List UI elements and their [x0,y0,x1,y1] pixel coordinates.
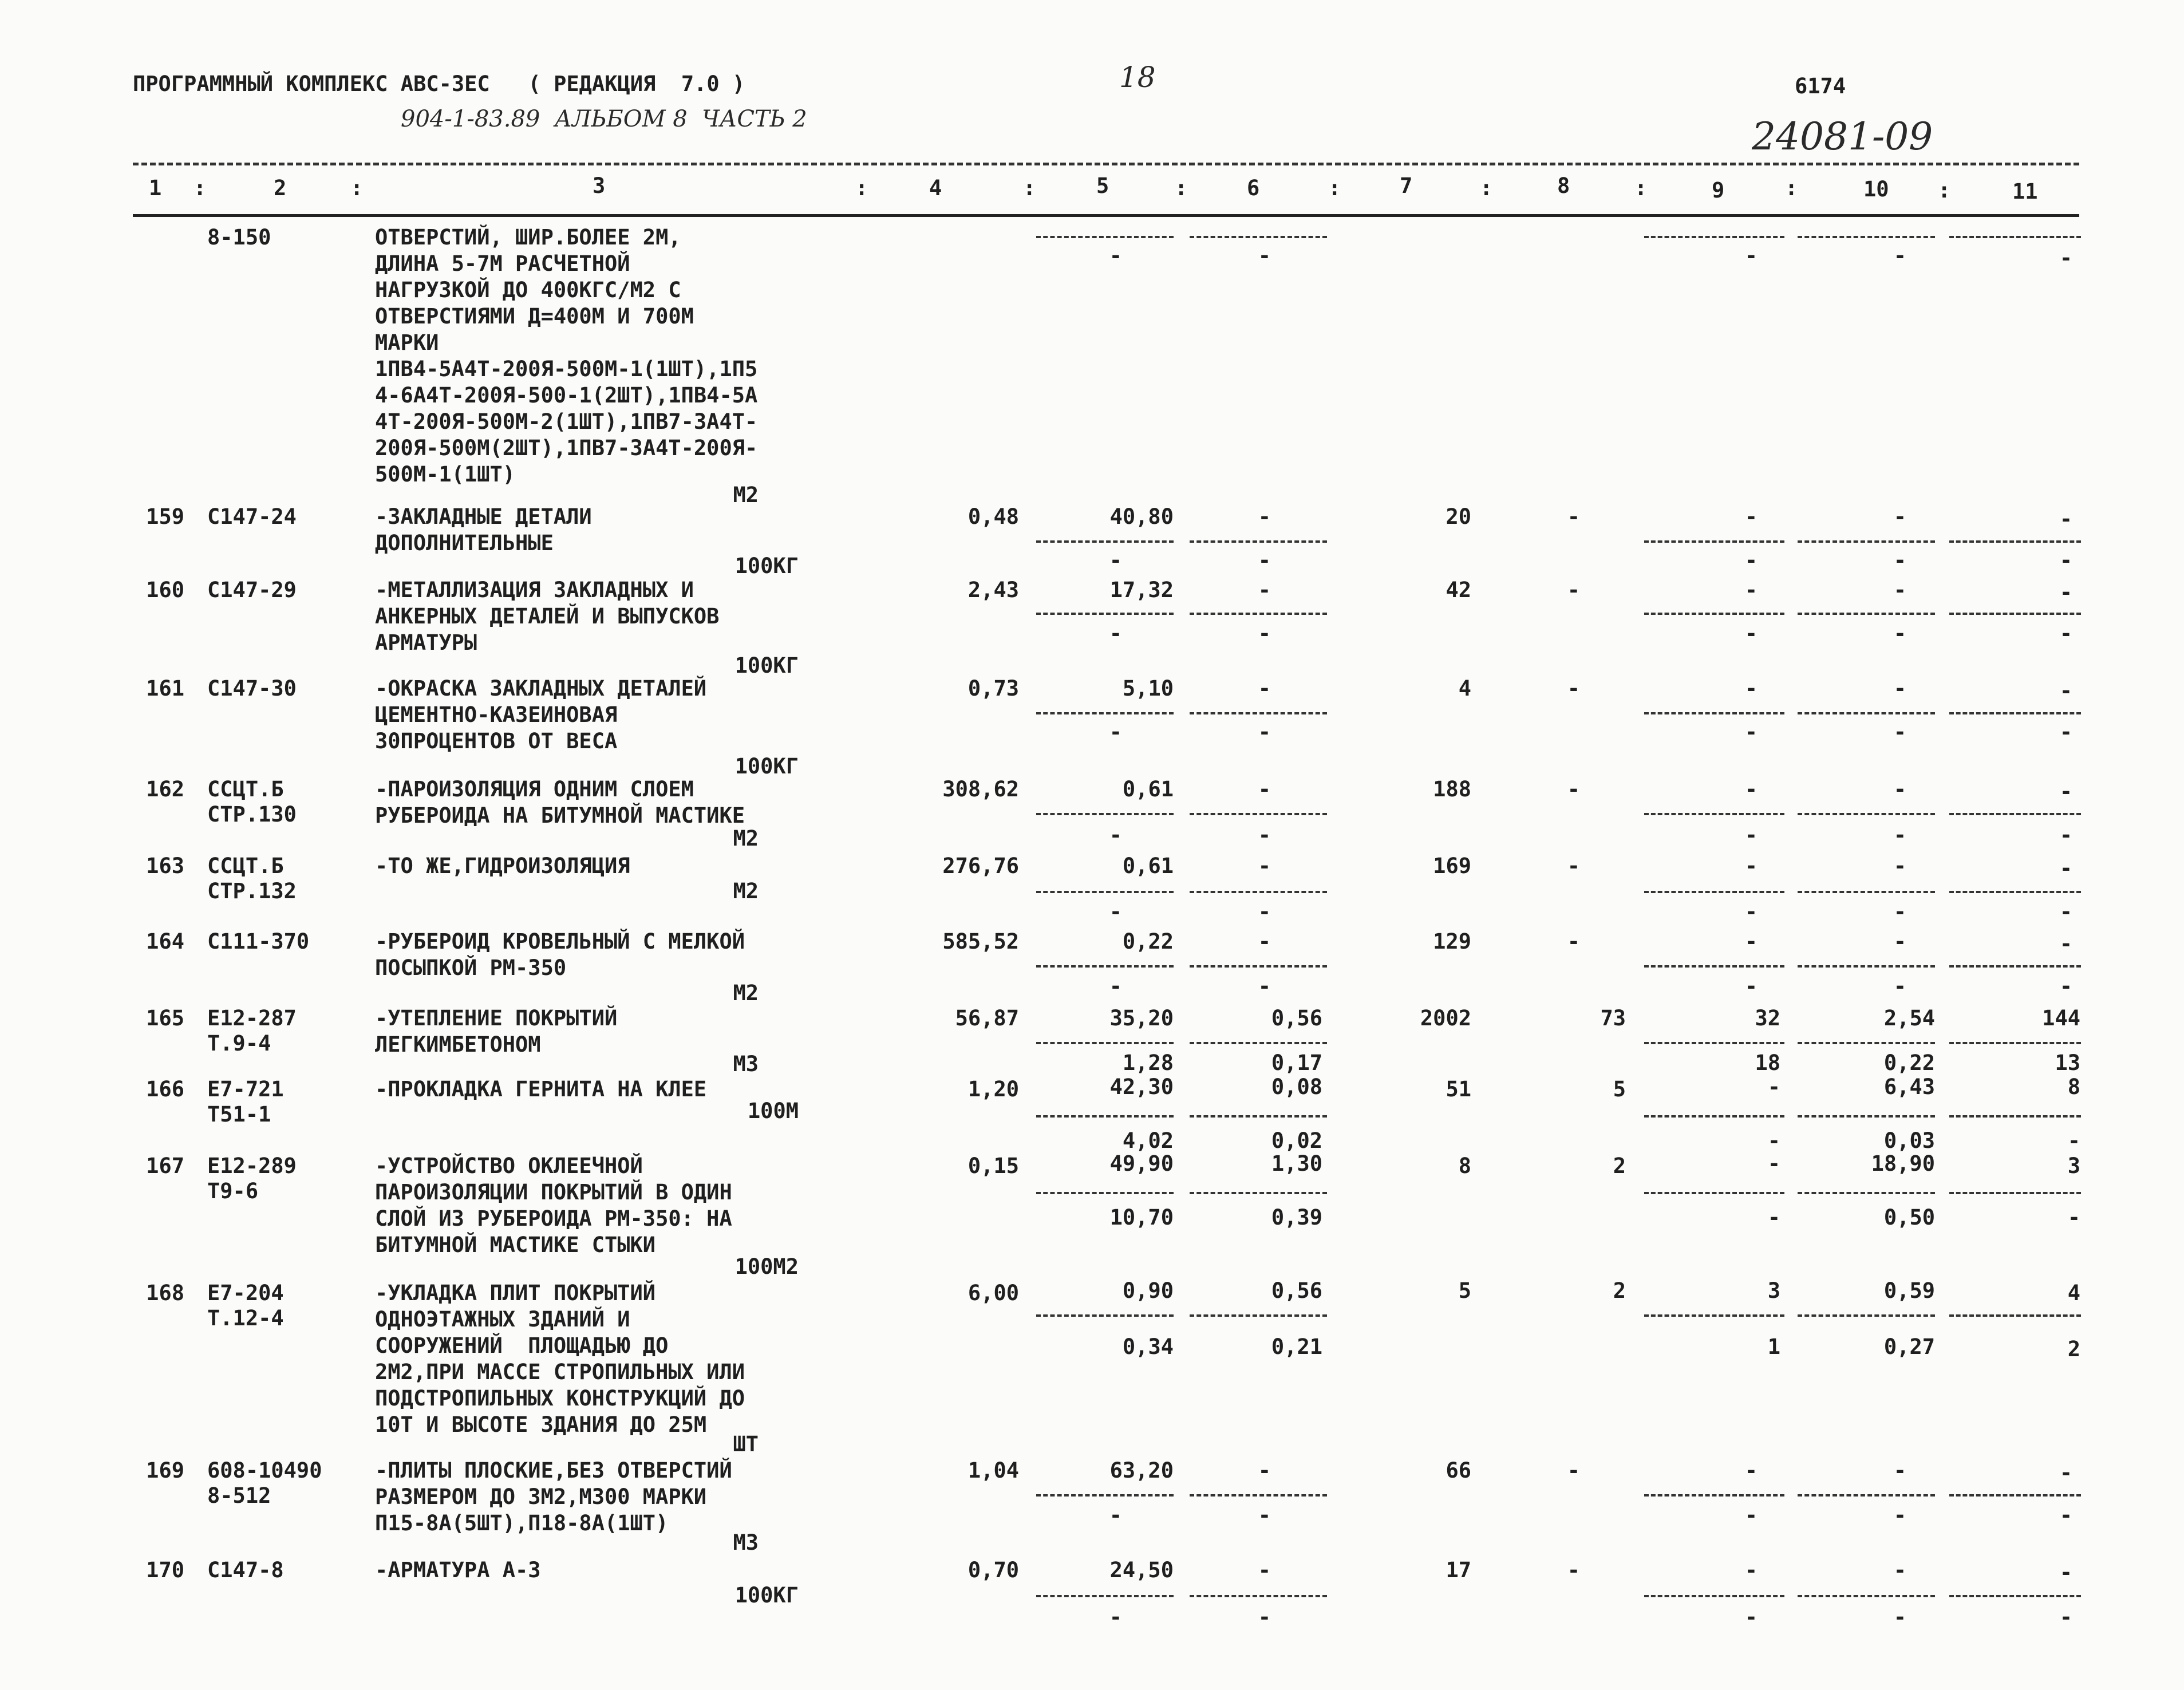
project-handwritten: 904-1-83.89 АЛЬБОМ 8 ЧАСТЬ 2 [401,106,807,132]
row-code: С147-8 [207,1558,284,1582]
row-description: -ТО ЖЕ,ГИДРОИЗОЛЯЦИЯ [375,854,630,878]
row-col8: - [1567,578,1580,602]
row-col11-sub: - [2067,1205,2080,1230]
row-col11-sub: - [2059,621,2072,646]
row-col10-sub: 0,03 [1883,1128,1935,1153]
row-col4: 276,76 [942,854,1019,878]
row-col9: - [1744,504,1758,529]
row-col8: 5 [1613,1077,1626,1101]
col-header: 8 [1557,173,1570,198]
row-code: 608-10490 [207,1458,322,1483]
row-col9-sub: - [1744,823,1758,847]
col-header: 1 [149,176,162,200]
row-number: 166 [146,1077,184,1101]
row-col9-sub: - [1744,1503,1758,1527]
row-col11-sub: - [2059,974,2072,998]
row-unit: 100М [747,1099,799,1123]
row-col5-sub: - [1109,243,1122,268]
row-col5: 40,80 [1109,504,1174,529]
row-col10: - [1893,854,1906,878]
row-description: -РУБЕРОИД КРОВЕЛЬНЫЙ С МЕЛКОЙ ПОСЫПКОЙ РМ-350 [375,929,745,980]
row-col5-sub: 0,34 [1122,1334,1174,1359]
row-col9-sub: - [1744,548,1758,572]
col-header: 11 [2012,179,2038,204]
row-col6: 0,56 [1271,1278,1322,1303]
row-col5: 24,50 [1109,1558,1174,1582]
row-col6-sub: - [1258,548,1271,572]
row-col5: 49,90 [1109,1151,1174,1176]
row-col9-sub: - [1744,1605,1758,1629]
row-col5-sub: - [1109,621,1122,646]
row-col9-sub: 1 [1767,1334,1780,1359]
row-col9-sub: - [1744,720,1758,744]
row-code: С147-29 [207,578,297,602]
row-col10: - [1893,1458,1906,1483]
row-col10-sub: - [1893,1605,1906,1629]
row-col11-sub: - [2059,720,2072,744]
row-description: -ОКРАСКА ЗАКЛАДНЫХ ДЕТАЛЕЙ ЦЕМЕНТНО-КАЗЕИНОВАЯ 30ПРОЦЕНТОВ ОТ ВЕСА [375,676,707,753]
row-col10-sub: - [1893,621,1906,646]
row-col10-sub: - [1893,823,1906,847]
row-number: 169 [146,1458,184,1483]
row-col7: 188 [1433,777,1471,801]
row-unit: М2 [733,826,759,851]
row-col6: - [1258,504,1271,529]
row-col5-sub: - [1109,823,1122,847]
row-unit: 100М2 [734,1254,799,1279]
row-code-secondary: СТР.132 [207,879,297,903]
row-col5-sub: - [1109,720,1122,744]
row-col6: - [1258,777,1271,801]
col-header: 3 [593,173,606,198]
row-col9: - [1744,854,1758,878]
row-unit: М3 [733,1052,759,1076]
row-col6: - [1258,854,1271,878]
row-unit: М3 [733,1530,759,1555]
row-col11-sub: - [2059,1605,2072,1629]
row-number: 165 [146,1006,184,1030]
row-col6: 0,56 [1271,1006,1322,1030]
row-col7: 169 [1433,854,1471,878]
header-bottom-rule [133,214,2079,217]
row-col5-sub: 1,28 [1122,1051,1174,1075]
row-code: Е7-204 [207,1281,284,1305]
row-number: 159 [146,504,184,529]
row-col8: - [1567,504,1580,529]
row-description: -ПЛИТЫ ПЛОСКИЕ,БЕЗ ОТВЕРСТИЙ РАЗМЕРОМ ДО 3М2,М300 МАРКИ П15-8А(5ШТ),П18-8А(1ШТ) [375,1458,732,1535]
row-col9: - [1744,777,1758,801]
row-col4: 308,62 [942,777,1019,801]
row-col4: 0,15 [967,1154,1019,1178]
row-col6-sub: - [1258,1503,1271,1527]
col-header: 9 [1712,178,1725,203]
row-col9: - [1767,1075,1780,1099]
row-col4: 585,52 [942,929,1019,954]
row-code-secondary: СТР.130 [207,802,297,827]
col-header: 10 [1863,177,1889,202]
row-col10-sub: 0,27 [1883,1334,1935,1359]
row-unit: 100КГ [734,754,799,779]
row-col8: - [1567,929,1580,954]
row-col6-sub: 0,02 [1271,1128,1322,1153]
row-unit: 100КГ [734,554,799,578]
col-header: 6 [1247,176,1260,200]
row-col10: - [1893,504,1906,529]
col-header: 5 [1096,173,1109,198]
row-col5: 17,32 [1109,578,1174,602]
row-col6-sub: 0,39 [1271,1205,1322,1230]
row-col9-sub: - [1767,1205,1780,1230]
row-col11: - [2059,507,2072,531]
row-code: С147-30 [207,676,297,701]
row-col7: 66 [1446,1458,1471,1483]
row-col6: - [1258,676,1271,701]
row-description: -ПАРОИЗОЛЯЦИЯ ОДНИМ СЛОЕМ РУБЕРОИДА НА БИТУМНОЙ МАСТИКЕ [375,777,745,828]
row-col11-sub: - [2059,823,2072,847]
row-col9-sub: - [1767,1128,1780,1153]
row-unit: М2 [733,879,759,903]
row-code: С111-370 [207,929,310,954]
row-col10: 0,59 [1883,1278,1935,1303]
col-header: 4 [929,176,942,200]
row-col9: - [1744,1458,1758,1483]
row-col9-sub: - [1744,899,1758,924]
row-col9: - [1744,676,1758,701]
row-col9: - [1744,1558,1758,1582]
row-description: -АРМАТУРА А-3 [375,1558,541,1582]
row-col9-sub: - [1744,243,1758,268]
row-col4: 1,20 [967,1077,1019,1101]
row-col4: 0,73 [967,676,1019,701]
row-col9: - [1744,578,1758,602]
row-col8: 73 [1600,1006,1626,1030]
row-col10-sub: - [1893,243,1906,268]
row-col5-sub: - [1109,899,1122,924]
row-col11: - [2059,1460,2072,1485]
handwritten-stamp: 24081-09 [1752,114,1933,159]
row-col5: 63,20 [1109,1458,1174,1483]
row-col11-sub: - [2067,1128,2080,1153]
header-top-rule [133,163,2079,165]
row-description: -УКЛАДКА ПЛИТ ПОКРЫТИЙ ОДНОЭТАЖНЫХ ЗДАНИЙ И СООРУЖЕНИЙ ПЛОЩАДЬЮ ДО 2М2,ПРИ МАССЕ СТРОПИЛЬНЫХ ИЛИ ПОДСТРОПИЛЬНЫХ КОНСТРУКЦИЙ ДО 10Т И ВЫСОТЕ ЗДАНИЯ ДО 25М [375,1281,745,1437]
row-col6: - [1258,1458,1271,1483]
row-col10: 18,90 [1871,1151,1935,1176]
row-col9-sub: - [1744,974,1758,998]
row-unit: ШТ [733,1432,759,1456]
row-col9: 32 [1755,1006,1780,1030]
row-code: 8-150 [207,225,271,250]
row-col6-sub: - [1258,899,1271,924]
row-col5-sub: - [1109,548,1122,572]
row-code-secondary: Т.12-4 [207,1306,284,1330]
row-col11: - [2059,931,2072,956]
program-title: ПРОГРАММНЫЙ КОМПЛЕКС АВС-3ЕС ( РЕДАКЦИЯ 7.0 ) [133,72,745,96]
row-col7: 8 [1458,1154,1471,1178]
row-col6-sub: 0,17 [1271,1051,1322,1075]
row-col5: 0,61 [1122,777,1174,801]
row-col7: 4 [1458,676,1471,701]
row-col9: 3 [1767,1278,1780,1303]
row-number: 168 [146,1281,184,1305]
row-col10-sub: 0,22 [1883,1051,1935,1075]
row-col11: - [2059,779,2072,804]
row-col6: - [1258,578,1271,602]
row-col6: - [1258,1558,1271,1582]
row-col11-sub: - [2059,899,2072,924]
row-unit: 100КГ [734,1583,799,1608]
row-col6-sub: - [1258,243,1271,268]
row-col6-sub: - [1258,974,1271,998]
row-number: 163 [146,854,184,878]
col-header: 2 [274,176,287,200]
row-col9-sub: 18 [1755,1051,1780,1075]
row-col10-sub: - [1893,974,1906,998]
row-col10: - [1893,929,1906,954]
row-col5-sub: - [1109,1605,1122,1629]
row-col8: - [1567,854,1580,878]
row-code: С147-24 [207,504,297,529]
row-col8: - [1567,676,1580,701]
row-col11-sub: 2 [2067,1337,2080,1361]
row-col11: - [2059,1560,2072,1585]
row-unit: М2 [733,483,759,507]
row-unit: 100КГ [734,653,799,678]
row-number: 160 [146,578,184,602]
row-number: 162 [146,777,184,801]
row-code-secondary: Т51-1 [207,1102,271,1127]
row-col11: 4 [2067,1281,2080,1305]
row-col7: 2002 [1420,1006,1471,1030]
row-description: -ПРОКЛАДКА ГЕРНИТА НА КЛЕЕ [375,1077,707,1101]
row-col10-sub: - [1893,720,1906,744]
row-col5: 0,90 [1122,1278,1174,1303]
row-col4: 56,87 [955,1006,1019,1030]
row-col5-sub: - [1109,1503,1122,1527]
row-col11: 144 [2042,1006,2080,1030]
row-col5-sub: - [1109,974,1122,998]
row-col11-sub: - [2059,246,2072,270]
row-code-secondary: Т.9-4 [207,1031,271,1056]
col-header: 7 [1400,173,1413,198]
row-code: Е7-721 [207,1077,284,1101]
row-col11-sub: 13 [2055,1051,2080,1075]
row-col11: - [2059,856,2072,880]
row-col10: - [1893,1558,1906,1582]
row-col11: 8 [2067,1075,2080,1099]
doc-number: 6174 [1795,74,1846,98]
page-number: 18 [1119,61,1156,94]
row-col6: - [1258,929,1271,954]
row-code: Е12-287 [207,1006,297,1030]
row-col11: 3 [2067,1154,2080,1178]
row-col5: 42,30 [1109,1075,1174,1099]
row-col6-sub: - [1258,1605,1271,1629]
row-col6: 0,08 [1271,1075,1322,1099]
row-col4: 0,48 [967,504,1019,529]
row-col10-sub: - [1893,548,1906,572]
row-description: ОТВЕРСТИЙ, ШИР.БОЛЕЕ 2М, ДЛИНА 5-7М РАСЧЕТНОЙ НАГРУЗКОЙ ДО 400КГС/М2 С ОТВЕРСТИЯМИ Д=400М И 700М МАРКИ 1ПВ4-5А4Т-200Я-500М-1(1ШТ),1П5 4-6А4Т-200Я-500-1(2ШТ),1ПВ4-5А 4Т-200Я-500М-2(1ШТ),1ПВ7-3А4Т- 200Я-500М(2ШТ),1ПВ7-3А4Т-200Я- 500М-1(1ШТ) [375,225,758,487]
row-number: 164 [146,929,184,954]
row-code: Е12-289 [207,1154,297,1178]
row-col6: 1,30 [1271,1151,1322,1176]
row-col6-sub: - [1258,823,1271,847]
row-col5: 35,20 [1109,1006,1174,1030]
row-col11: - [2059,678,2072,703]
row-col7: 5 [1458,1278,1471,1303]
row-col6-sub: 0,21 [1271,1334,1322,1359]
row-col7: 51 [1446,1077,1471,1101]
row-col10-sub: 0,50 [1883,1205,1935,1230]
row-col10: - [1893,777,1906,801]
row-col7: 20 [1446,504,1471,529]
row-number: 170 [146,1558,184,1582]
row-col8: 2 [1613,1154,1626,1178]
row-col8: - [1567,777,1580,801]
row-col4: 0,70 [967,1558,1019,1582]
row-description: -УСТРОЙСТВО ОКЛЕЕЧНОЙ ПАРОИЗОЛЯЦИИ ПОКРЫТИЙ В ОДИН СЛОЙ ИЗ РУБЕРОИДА РМ-350: НА БИТУМНОЙ МАСТИКЕ СТЫКИ [375,1154,732,1257]
row-col11: - [2059,580,2072,605]
row-number: 167 [146,1154,184,1178]
row-col5: 0,61 [1122,854,1174,878]
row-col4: 2,43 [967,578,1019,602]
row-col10: 6,43 [1883,1075,1935,1099]
row-col4: 1,04 [967,1458,1019,1483]
row-description: -УТЕПЛЕНИЕ ПОКРЫТИЙ ЛЕГКИМБЕТОНОМ [375,1006,618,1057]
row-col8: - [1567,1558,1580,1582]
row-col5-sub: 10,70 [1109,1205,1174,1230]
row-col5-sub: 4,02 [1122,1128,1174,1153]
row-col9: - [1767,1151,1780,1176]
row-col6-sub: - [1258,621,1271,646]
row-col10: 2,54 [1883,1006,1935,1030]
row-col9: - [1744,929,1758,954]
row-col10: - [1893,676,1906,701]
row-col10-sub: - [1893,1503,1906,1527]
row-description: -ЗАКЛАДНЫЕ ДЕТАЛИ ДОПОЛНИТЕЛЬНЫЕ [375,504,592,555]
row-col7: 17 [1446,1558,1471,1582]
row-col4: 6,00 [967,1281,1019,1305]
row-col5: 5,10 [1122,676,1174,701]
row-code: ССЦТ.Б [207,854,284,878]
row-col7: 42 [1446,578,1471,602]
row-col9-sub: - [1744,621,1758,646]
row-code-secondary: Т9-6 [207,1179,259,1203]
row-col6-sub: - [1258,720,1271,744]
row-col11-sub: - [2059,548,2072,572]
row-col5: 0,22 [1122,929,1174,954]
row-code-secondary: 8-512 [207,1483,271,1508]
row-description: -МЕТАЛЛИЗАЦИЯ ЗАКЛАДНЫХ И АНКЕРНЫХ ДЕТАЛЕЙ И ВЫПУСКОВ АРМАТУРЫ [375,578,720,655]
row-code: ССЦТ.Б [207,777,284,801]
row-col8: 2 [1613,1278,1626,1303]
row-col11-sub: - [2059,1503,2072,1527]
row-col7: 129 [1433,929,1471,954]
row-col8: - [1567,1458,1580,1483]
row-col10: - [1893,578,1906,602]
row-unit: М2 [733,981,759,1005]
row-number: 161 [146,676,184,701]
row-col10-sub: - [1893,899,1906,924]
